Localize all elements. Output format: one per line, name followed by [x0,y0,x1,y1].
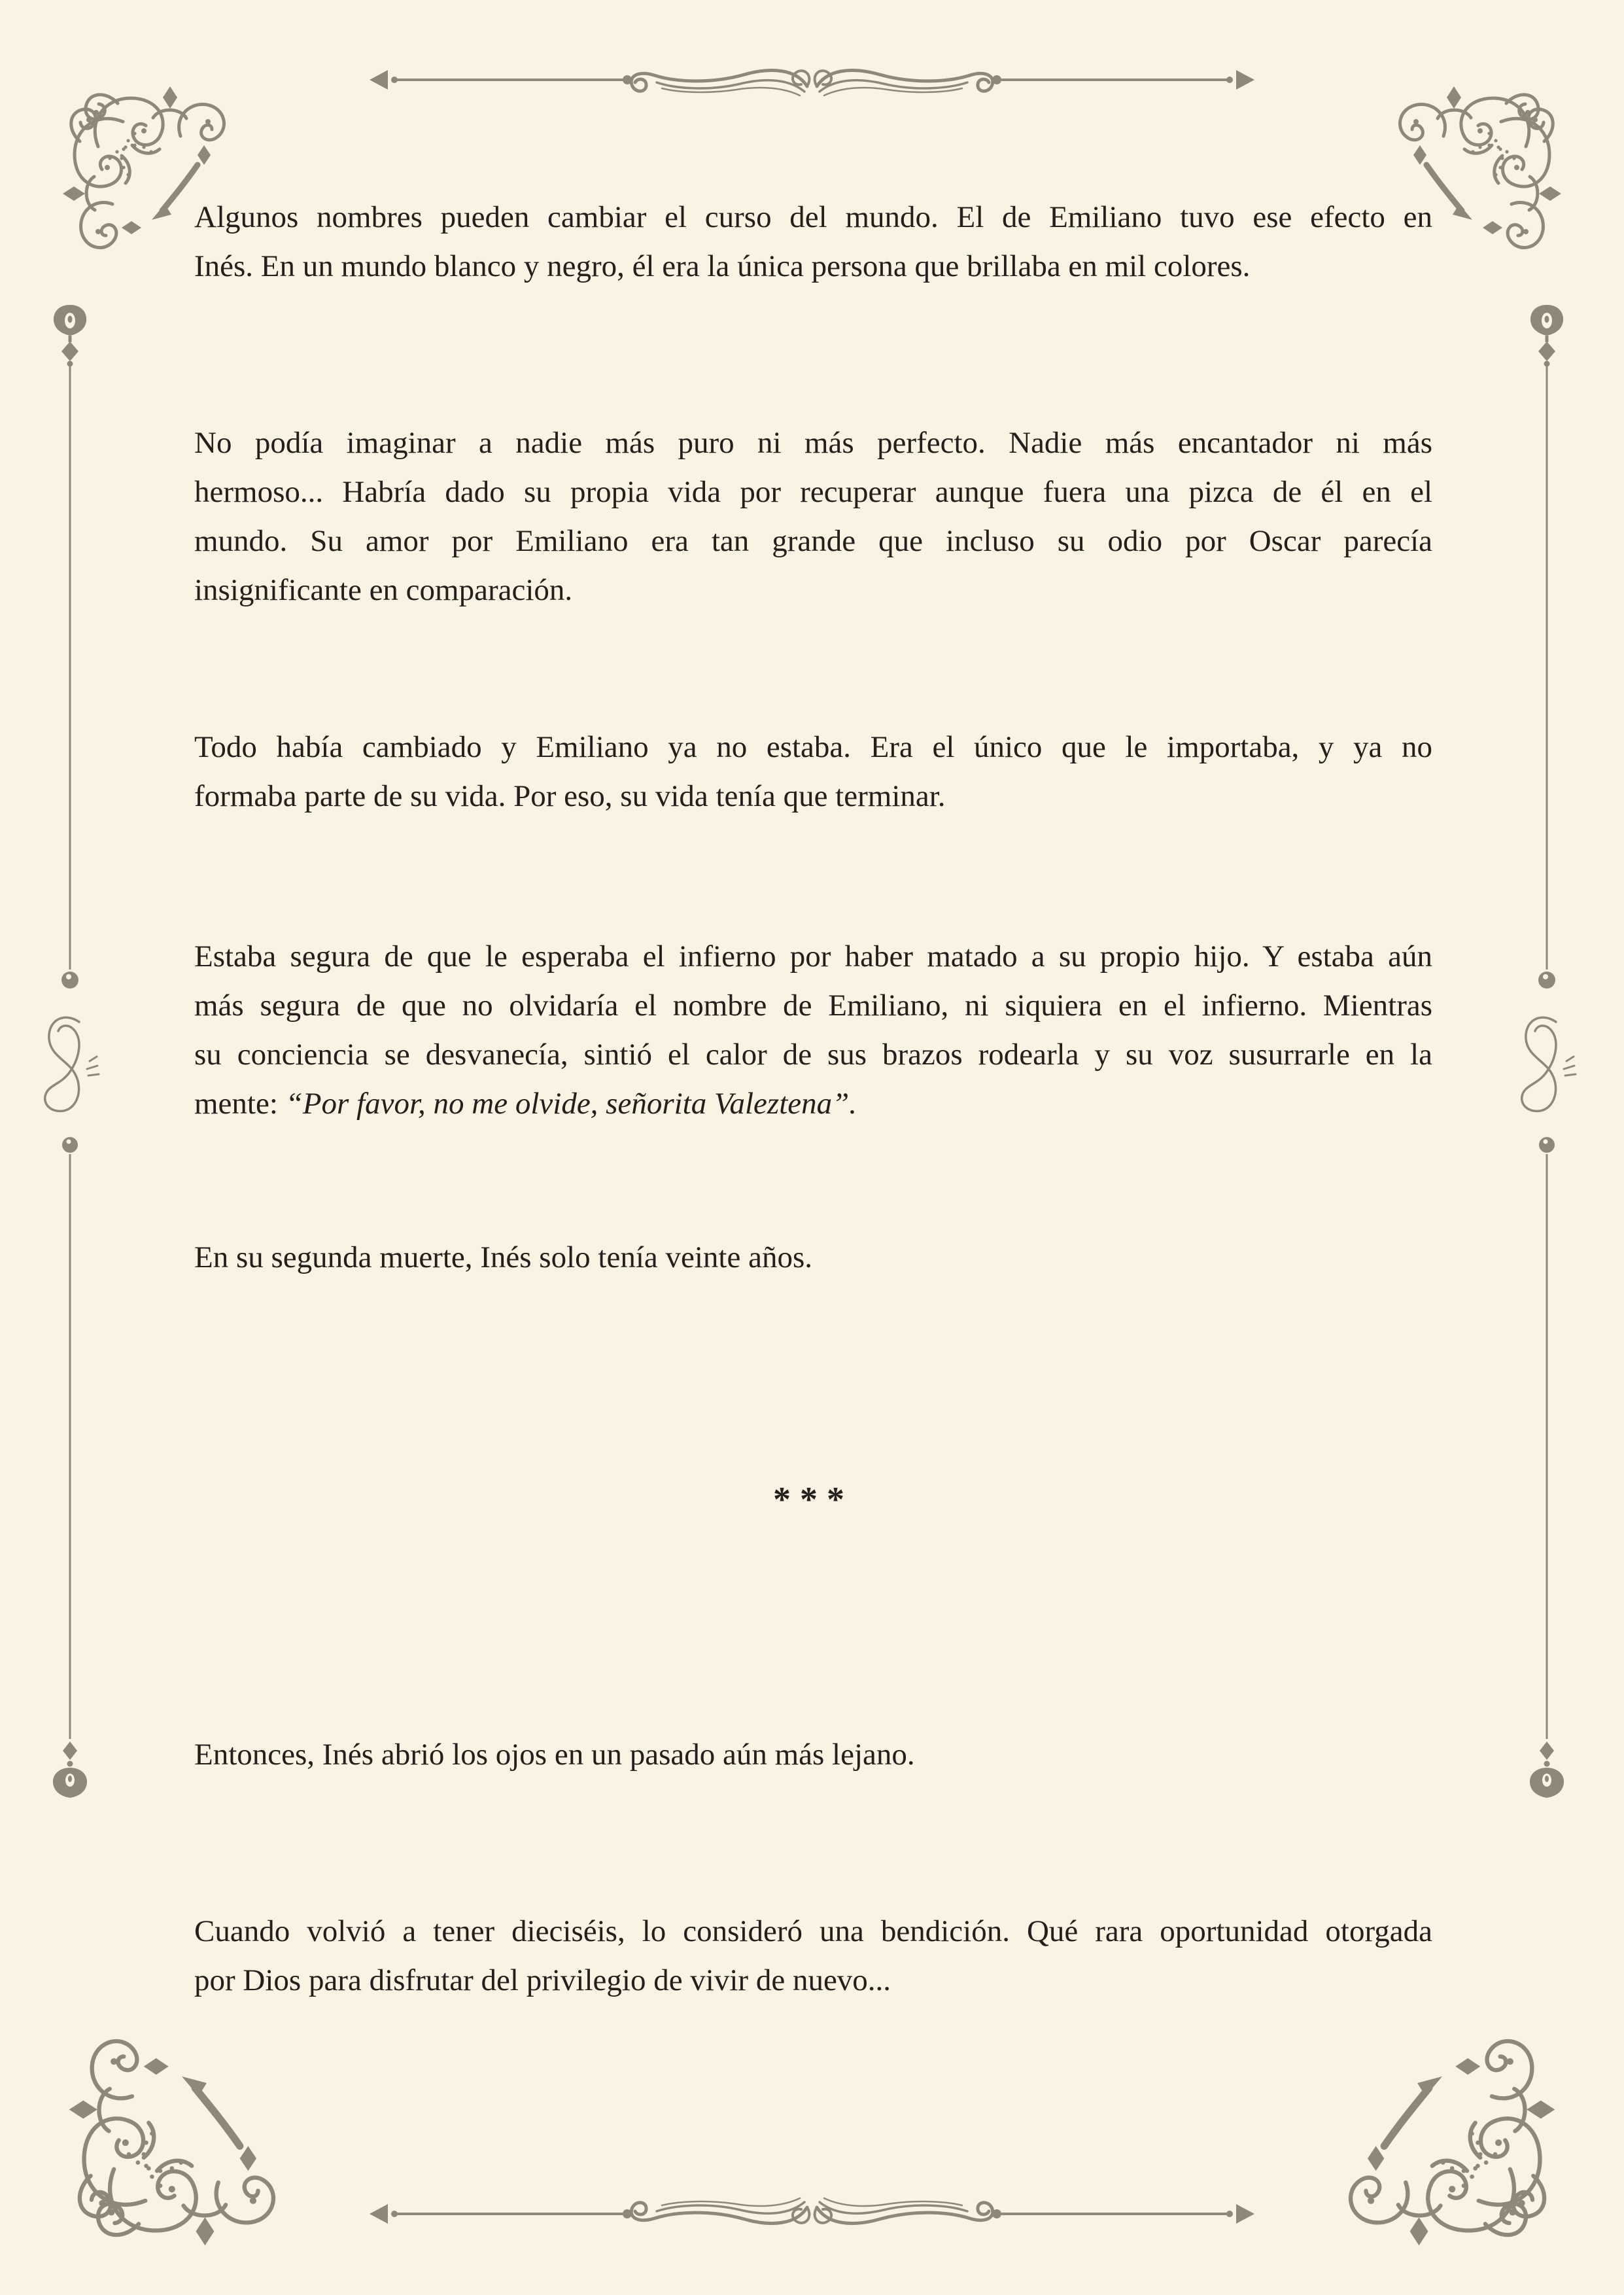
paragraph [194,1233,1432,1282]
arrow-scroll-divider-icon [366,2193,1258,2235]
text-line: Inés. En un mundo blanco y negro, él era la única persona que brillaba en mil colores. [194,249,1251,283]
text-line: Todo había cambiado y Emiliano ya no estaba. Era el único que le importaba, y ya no [194,730,1432,764]
text-line [194,1079,1432,1129]
text-segment: mente: [194,1087,286,1121]
corner-flourish-icon [1343,2008,1591,2282]
paragraph [194,1730,1432,1779]
paragraph [194,1907,1432,2005]
text-line: su conciencia se desvanecía, sintió el calor de sus brazos rodearla y su voz susurrarle en la [194,1038,1432,1072]
ornamental-rod-flourish-icon [1508,294,1586,1812]
text-line: Cuando volvió a tener dieciséis, lo consideró una bendición. Qué rara oportunidad otorgada [194,1914,1432,1948]
text-line: insignificante en comparación. [194,573,573,607]
paragraph [194,723,1432,821]
paragraph [194,932,1432,1129]
ornamental-rod-flourish-icon [31,294,109,1812]
corner-flourish-icon [33,2008,281,2282]
text-line: No podía imaginar a nadie más puro ni más perfecto. Nadie más encantador ni más [194,426,1432,460]
text-line: formaba parte de su vida. Por eso, su vida tenía que terminar. [194,779,946,813]
text-line: más segura de que no olvidaría el nombre de Emiliano, ni siquiera en el infierno. Mientras [194,989,1432,1023]
text-line: hermoso... Habría dado su propia vida por recuperar aunque fuera una pizca de él en el [194,475,1432,509]
paragraph [194,193,1432,291]
text-line: Algunos nombres pueden cambiar el curso del mundo. El de Emiliano tuvo ese efecto en [194,200,1432,234]
paragraph [194,419,1432,615]
section-separator: *** [773,1480,854,1519]
page-content [194,0,1432,2005]
text-line: Estaba segura de que le esperaba el infierno por haber matado a su propio hijo. Y estaba aún [194,939,1432,973]
quoted-phrase: “Por favor, no me olvide, señorita Valeztena”. [285,1087,857,1121]
text-line: Entonces, Inés abrió los ojos en un pasado aún más lejano. [194,1738,915,1772]
text-line: mundo. Su amor por Emiliano era tan grande que incluso su odio por Oscar parecía [194,524,1432,558]
text-line: por Dios para disfrutar del privilegio de vivir de nuevo... [194,1963,891,1997]
text-line: En su segunda muerte, Inés solo tenía veinte años. [194,1240,812,1274]
